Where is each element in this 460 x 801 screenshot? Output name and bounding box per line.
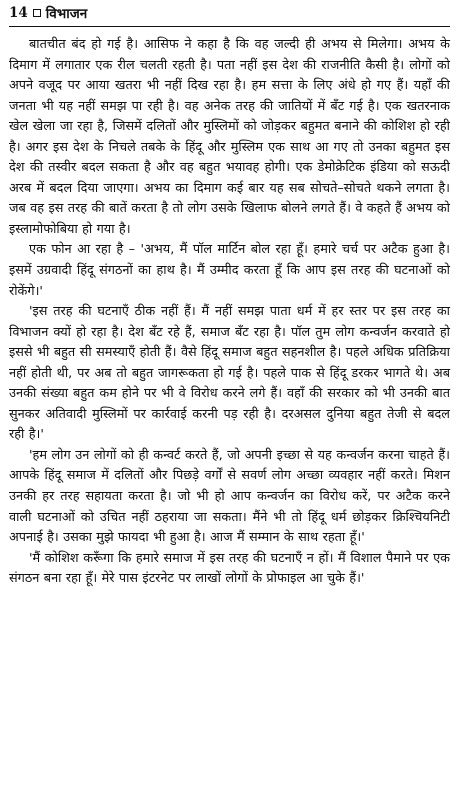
paragraph: एक फोन आ रहा है – 'अभय, मैं पॉल मार्टिन बोल रहा हूँ। हमारे चर्च पर अटैक हुआ है। इसमें उग्रवादी हिंदू संगठनों का हाथ है। मैं उम्मीद करता हूँ कि आप इस तरह की घटनाओं को रोकेंगे।' <box>9 242 450 299</box>
book-title: विभाजन <box>45 6 88 22</box>
body-text <box>9 35 450 590</box>
header-square-ornament <box>33 9 41 17</box>
paragraph: 'हम लोग उन लोगों को ही कन्वर्ट करते हैं, जो अपनी इच्छा से यह कन्वर्जन करना चाहते हैं। आपके हिंदू समाज में दलितों और पिछड़े वर्गों से सवर्ण लोग अच्छा व्यवहार नहीं करते। मिशन उनकी हर तरह सहायता करता है। जो भी हो आप कन्वर्जन का विरोध करें, पर अटैक करने वाली घटनाओं को उचित नहीं ठहराया जा सकता। मैंने भी तो हिंदू धर्म छोड़कर क्रिश्चियनिटी अपनाई है। उसका मुझे फायदा भी हुआ है। आज मैं सम्मान के साथ रहता हूँ।' <box>9 447 450 546</box>
paragraph: बातचीत बंद हो गई है। आसिफ ने कहा है कि वह जल्दी ही अभय से मिलेगा। अभय के दिमाग में लगातार एक रील चलती रहती है। पता नहीं इस देश की राजनीति कैसी है। लोगों को अपने वजूद पर आया खतरा भी नहीं दिख रहा है। हम सत्ता के लिए अंधे हो गए हैं। यहाँ की जनता भी यह नहीं समझ पा रही है। वह अनेक तरह की जातियों में बँट गई है। एक खतरनाक खेल खेला जा रहा है, जिसमें दलितों और मुस्लिमों को जोड़कर बहुमत बनाने की कोशिश हो रही है। अगर इस देश के निचले तबके के हिंदू और मुस्लिम एक साथ आ गए तो उनका बहुमत इस देश की तस्वीर बदल सकता है और वह बहुत भयावह होगी। एक डेमोक्रेटिक इंडिया को सऊदी अरब में बदल दिया जाएगा। अभय का दिमाग कई बार यह सब सोचते–सोचते थकने लगता है। जब वह इस तरह की बातें करता है तो लोग उसके खिलाफ बोलने लगते हैं। वे कहते हैं अभय को इस्लामोफोबिया हो गया है। <box>9 37 450 237</box>
page-number: 14 <box>9 5 28 21</box>
paragraph: 'इस तरह की घटनाएँ ठीक नहीं हैं। मैं नहीं समझ पाता धर्म में हर स्तर पर इस तरह का विभाजन क्यों हो रहा है। देश बँट रहे हैं, समाज बँट रहा है। पॉल तुम लोग कन्वर्जन करवाते हो इससे भी बहुत सी समस्याएँ होती हैं। वैसे हिंदू समाज बहुत सहनशील है। पहले अधिक प्रतिक्रिया नहीं होती थी, पर अब तो बहुत जागरूकता हो गई है। पहले पाक से हिंदू डरकर भागते थे। अब उनकी संख्या बहुत कम होने पर भी वे विरोध करने लगे हैं। वहाँ की सरकार को भी उनकी बात सुनकर अतिवादी मुस्लिमों पर कार्रवाई करनी पड़ रही है। दरअसल दुनिया बहुत तेजी से बदल रही है।' <box>9 304 450 443</box>
running-head <box>9 0 450 27</box>
paragraph: 'मैं कोशिश करूँगा कि हमारे समाज में इस तरह की घटनाएँ न हों। मैं विशाल पैमाने पर एक संगठन बना रहा हूँ। मेरे पास इंटरनेट पर लाखों लोगों के प्रोफाइल आ चुके हैं।' <box>9 550 450 587</box>
